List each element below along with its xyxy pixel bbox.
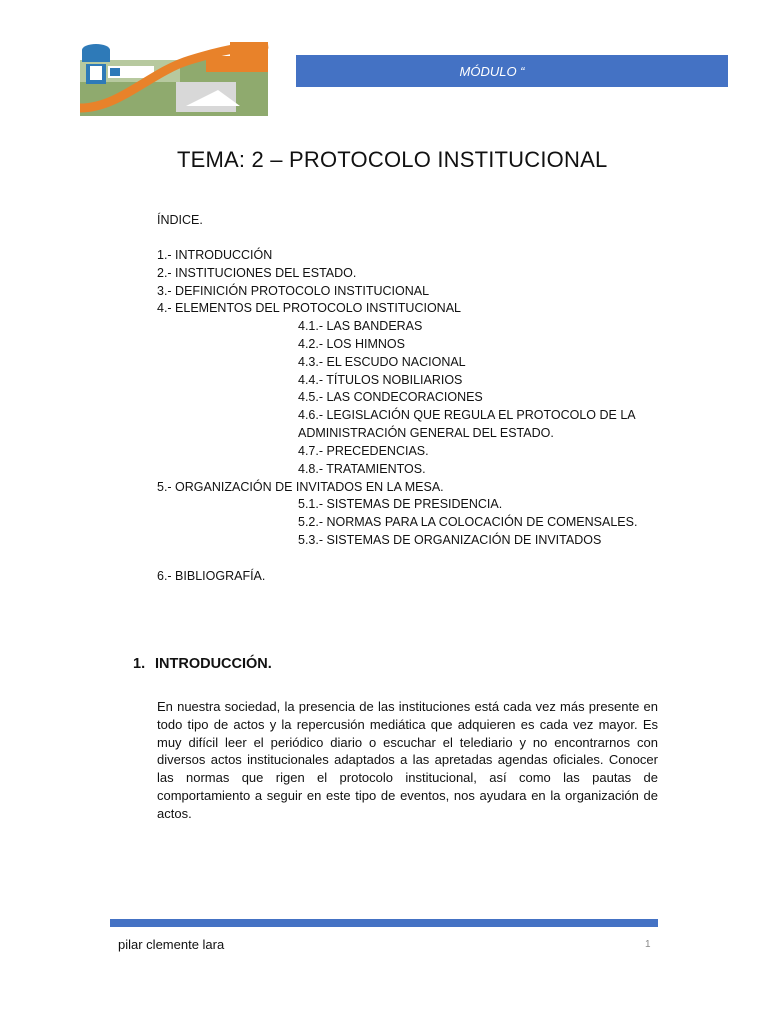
index-item: 6.- BIBLIOGRAFÍA.	[157, 569, 266, 583]
index-item: 3.- DEFINICIÓN PROTOCOLO INSTITUCIONAL	[157, 284, 430, 298]
index-subitem: 4.3.- EL ESCUDO NACIONAL	[298, 355, 466, 369]
index-subitem: 4.8.- TRATAMIENTOS.	[298, 462, 426, 476]
page-number: 1	[645, 939, 651, 950]
index-subitem: 5.1.- SISTEMAS DE PRESIDENCIA.	[298, 497, 503, 511]
index-item: 2.- INSTITUCIONES DEL ESTADO.	[157, 266, 357, 280]
footer-author: pilar clemente lara	[118, 937, 225, 952]
index-subitem: 4.7.- PRECEDENCIAS.	[298, 444, 429, 458]
index-subitem: 4.2.- LOS HIMNOS	[298, 337, 405, 351]
index-item: 4.- ELEMENTOS DEL PROTOCOLO INSTITUCIONAL	[157, 301, 461, 315]
section-title: INTRODUCCIÓN.	[155, 656, 272, 672]
index-subitem: 5.2.- NORMAS PARA LA COLOCACIÓN DE COMENSALES.	[298, 515, 638, 529]
footer-divider	[110, 919, 658, 927]
page-title: TEMA: 2 – PROTOCOLO INSTITUCIONAL	[177, 147, 608, 172]
index-heading: ÍNDICE.	[157, 213, 203, 227]
index-subitem: 4.4.- TÍTULOS NOBILIARIOS	[298, 373, 463, 387]
index-subitem-continuation: ADMINISTRACIÓN GENERAL DEL ESTADO.	[298, 426, 554, 440]
index-item: 5.- ORGANIZACIÓN DE INVITADOS EN LA MESA.	[157, 480, 444, 494]
institution-logo	[80, 42, 270, 116]
section-heading	[133, 656, 272, 672]
index-subitem: 5.3.- SISTEMAS DE ORGANIZACIÓN DE INVITADOS	[298, 533, 602, 547]
module-banner	[296, 55, 728, 87]
index-subitem: 4.1.- LAS BANDERAS	[298, 319, 423, 333]
module-label: MÓDULO “	[459, 63, 525, 79]
index-subitem: 4.5.- LAS CONDECORACIONES	[298, 390, 483, 404]
index-item: 1.- INTRODUCCIÓN	[157, 248, 273, 262]
section-body-text: En nuestra sociedad, la presencia de las instituciones está cada vez más presente en todo tipo de actos y la repercusión mediática que adquieren es cada vez mayor. Es muy difícil leer el periódico diario o escuchar el telediario y no encontrarnos con diversos actos institucionales adaptados a las apretadas agendas oficiales. Conocer las normas que rigen el protocolo institucional, así como las pautas de comportamiento a seguir en este tipo de eventos, nos ayudara en la organización de actos.	[157, 699, 658, 821]
index-subitem: 4.6.- LEGISLACIÓN QUE REGULA EL PROTOCOLO DE LA	[298, 408, 636, 422]
section-number: 1.	[133, 656, 146, 672]
